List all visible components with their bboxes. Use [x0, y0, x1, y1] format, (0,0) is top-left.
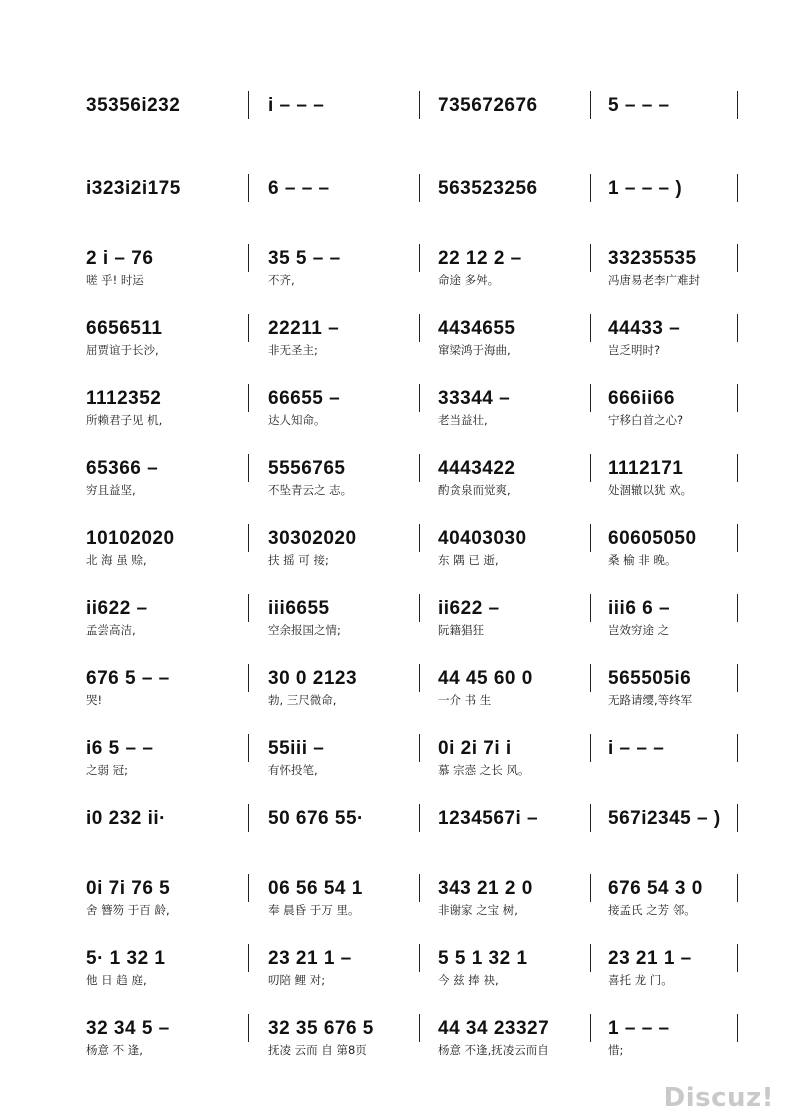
measure-notes: 65366 – — [86, 458, 159, 479]
barline — [419, 944, 420, 972]
measure-notes: 735672676 — [438, 95, 538, 116]
measure-notes: i0 232 ii· — [86, 808, 166, 829]
measure-lyrics: 孟尝高洁, — [86, 623, 136, 637]
measure-lyrics: 扶 摇 可 接; — [268, 553, 329, 567]
measure-notes: i – – – — [268, 95, 325, 116]
barline — [737, 91, 738, 119]
measure-lyrics: 勃, 三尺微命, — [268, 693, 337, 707]
measure-notes: ii622 – — [438, 598, 500, 619]
measure-lyrics: 屈贾谊于长沙, — [86, 343, 159, 357]
measure-notes: 32 34 5 – — [86, 1018, 170, 1039]
barline — [419, 91, 420, 119]
score-line — [0, 248, 790, 316]
measure-lyrics: 非谢家 之宝 树, — [438, 903, 518, 917]
barline — [590, 244, 591, 272]
measure-notes: 33344 – — [438, 388, 511, 409]
measure-notes: 1234567i – — [438, 808, 539, 829]
barline — [419, 314, 420, 342]
barline — [248, 944, 249, 972]
measure-lyrics: 嗟 乎! 时运 — [86, 273, 144, 287]
barline — [590, 174, 591, 202]
measure-lyrics: 不坠青云之 志。 — [268, 483, 353, 497]
barline — [248, 1014, 249, 1042]
barline — [419, 1014, 420, 1042]
measure-lyrics: 处涸辙以犹 欢。 — [608, 483, 693, 497]
measure-lyrics: 命途 多舛。 — [438, 273, 500, 287]
measure-notes: 10102020 — [86, 528, 175, 549]
measure-notes: 35356i232 — [86, 95, 181, 116]
measure-notes: 06 56 54 1 — [268, 878, 363, 899]
measure-lyrics: 阮籍猖狂 — [438, 623, 484, 637]
measure-lyrics: 一介 书 生 — [438, 693, 492, 707]
barline — [737, 1014, 738, 1042]
measure-notes: 1 – – – — [608, 1018, 670, 1039]
measure-lyrics: 冯唐易老李广难封 — [608, 273, 700, 287]
barline — [419, 454, 420, 482]
score-line — [0, 738, 790, 806]
measure-notes: 30 0 2123 — [268, 668, 358, 689]
measure-notes: 4443422 — [438, 458, 516, 479]
barline — [737, 524, 738, 552]
measure-lyrics: 不齐, — [268, 273, 295, 287]
measure-lyrics: 东 隅 已 逝, — [438, 553, 499, 567]
measure-notes: i – – – — [608, 738, 665, 759]
measure-lyrics: 窜梁鸿于海曲, — [438, 343, 511, 357]
barline — [248, 384, 249, 412]
barline — [737, 244, 738, 272]
barline — [419, 384, 420, 412]
barline — [248, 174, 249, 202]
measure-lyrics: 无路请缨,等终军 — [608, 693, 693, 707]
measure-notes: iii6655 — [268, 598, 330, 619]
measure-lyrics: 杨意 不逢,抚凌云而自 — [438, 1043, 549, 1057]
measure-notes: 33235535 — [608, 248, 697, 269]
score-line — [0, 318, 790, 386]
barline — [248, 874, 249, 902]
score-line — [0, 1018, 790, 1086]
barline — [737, 664, 738, 692]
measure-notes: i6 5 – – — [86, 738, 154, 759]
barline — [737, 174, 738, 202]
barline — [419, 174, 420, 202]
barline — [248, 734, 249, 762]
measure-notes: 343 21 2 0 — [438, 878, 533, 899]
barline — [737, 454, 738, 482]
measure-notes: 666ii66 — [608, 388, 675, 409]
measure-notes: 35 5 – – — [268, 248, 341, 269]
measure-lyrics: 桑 榆 非 晚。 — [608, 553, 677, 567]
barline — [590, 384, 591, 412]
measure-notes: 4434655 — [438, 318, 516, 339]
barline — [419, 664, 420, 692]
measure-notes: 5 – – – — [608, 95, 670, 116]
measure-notes: 1112171 — [608, 458, 684, 479]
measure-lyrics: 酌贪泉而觉爽, — [438, 483, 511, 497]
discuz-watermark: Discuz! — [663, 1083, 774, 1113]
measure-notes: ii622 – — [86, 598, 148, 619]
measure-notes: i323i2i175 — [86, 178, 181, 199]
measure-notes: 676 5 – – — [86, 668, 170, 689]
score-line — [0, 668, 790, 736]
measure-notes: 60605050 — [608, 528, 697, 549]
barline — [590, 594, 591, 622]
measure-lyrics: 叨陪 鲤 对; — [268, 973, 326, 987]
barline — [248, 524, 249, 552]
measure-lyrics: 北 海 虽 赊, — [86, 553, 147, 567]
measure-lyrics: 老当益壮, — [438, 413, 488, 427]
measure-notes: 32 35 676 5 — [268, 1018, 374, 1039]
measure-lyrics: 他 日 趋 庭, — [86, 973, 147, 987]
measure-notes: 1 – – – ) — [608, 178, 683, 199]
score-line — [0, 95, 790, 163]
barline — [590, 1014, 591, 1042]
score-line — [0, 178, 790, 246]
score-line — [0, 808, 790, 876]
barline — [419, 804, 420, 832]
measure-lyrics: 所赖君子见 机, — [86, 413, 163, 427]
measure-notes: 66655 – — [268, 388, 341, 409]
barline — [590, 734, 591, 762]
barline — [590, 524, 591, 552]
measure-lyrics: 哭! — [86, 693, 103, 707]
barline — [419, 524, 420, 552]
barline — [737, 804, 738, 832]
barline — [419, 874, 420, 902]
barline — [737, 874, 738, 902]
barline — [419, 244, 420, 272]
measure-notes: 5556765 — [268, 458, 346, 479]
score-line — [0, 878, 790, 946]
measure-lyrics: 奉 晨昏 于万 里。 — [268, 903, 360, 917]
measure-notes: 23 21 1 – — [608, 948, 692, 969]
barline — [248, 454, 249, 482]
barline — [419, 734, 420, 762]
barline — [248, 664, 249, 692]
measure-notes: 23 21 1 – — [268, 948, 352, 969]
score-line — [0, 598, 790, 666]
barline — [590, 944, 591, 972]
measure-lyrics: 舍 簪笏 于百 龄, — [86, 903, 170, 917]
score-line — [0, 528, 790, 596]
barline — [419, 594, 420, 622]
measure-notes: 50 676 55· — [268, 808, 364, 829]
measure-lyrics: 喜托 龙 门。 — [608, 973, 673, 987]
measure-notes: 22211 – — [268, 318, 340, 339]
measure-notes: 0i 7i 76 5 — [86, 878, 171, 899]
barline — [590, 314, 591, 342]
barline — [248, 804, 249, 832]
measure-notes: 30302020 — [268, 528, 357, 549]
measure-lyrics: 非无圣主; — [268, 343, 318, 357]
measure-notes: 22 12 2 – — [438, 248, 522, 269]
measure-notes: 40403030 — [438, 528, 527, 549]
measure-notes: 567i2345 – ) — [608, 808, 721, 829]
barline — [737, 314, 738, 342]
barline — [248, 594, 249, 622]
measure-lyrics: 今 兹 捧 袂, — [438, 973, 499, 987]
measure-lyrics: 穷且益坚, — [86, 483, 136, 497]
score-line — [0, 458, 790, 526]
measure-notes: 44433 – — [608, 318, 681, 339]
measure-notes: 55iii – — [268, 738, 325, 759]
measure-notes: 1112352 — [86, 388, 162, 409]
measure-notes: 44 34 23327 — [438, 1018, 550, 1039]
measure-notes: 0i 2i 7i i — [438, 738, 512, 759]
measure-lyrics: 杨意 不 逢, — [86, 1043, 143, 1057]
measure-lyrics: 达人知命。 — [268, 413, 326, 427]
barline — [590, 91, 591, 119]
measure-lyrics: 岂效穷途 之 — [608, 623, 670, 637]
score-line — [0, 948, 790, 1016]
measure-notes: iii6 6 – — [608, 598, 671, 619]
measure-lyrics: 惜; — [608, 1043, 624, 1057]
measure-notes: 2 i – 76 — [86, 248, 154, 269]
barline — [737, 944, 738, 972]
measure-notes: 6656511 — [86, 318, 163, 339]
barline — [248, 244, 249, 272]
measure-lyrics: 岂乏明时? — [608, 343, 661, 357]
barline — [737, 384, 738, 412]
barline — [590, 454, 591, 482]
measure-notes: 5· 1 32 1 — [86, 948, 166, 969]
measure-lyrics: 宁移白首之心? — [608, 413, 684, 427]
measure-lyrics: 接孟氏 之芳 邻。 — [608, 903, 696, 917]
measure-notes: 5 5 1 32 1 — [438, 948, 528, 969]
barline — [590, 664, 591, 692]
barline — [248, 314, 249, 342]
barline — [590, 874, 591, 902]
barline — [737, 594, 738, 622]
measure-lyrics: 有怀投笔, — [268, 763, 318, 777]
measure-lyrics: 抚凌 云而 自 第8页 — [268, 1043, 367, 1057]
barline — [737, 734, 738, 762]
measure-notes: 563523256 — [438, 178, 538, 199]
measure-notes: 6 – – – — [268, 178, 330, 199]
measure-notes: 565505i6 — [608, 668, 692, 689]
barline — [248, 91, 249, 119]
measure-notes: 676 54 3 0 — [608, 878, 703, 899]
measure-lyrics: 空余报国之情; — [268, 623, 341, 637]
measure-notes: 44 45 60 0 — [438, 668, 533, 689]
barline — [590, 804, 591, 832]
score-line — [0, 388, 790, 456]
measure-lyrics: 之弱 冠; — [86, 763, 129, 777]
measure-lyrics: 慕 宗悫 之长 风。 — [438, 763, 530, 777]
